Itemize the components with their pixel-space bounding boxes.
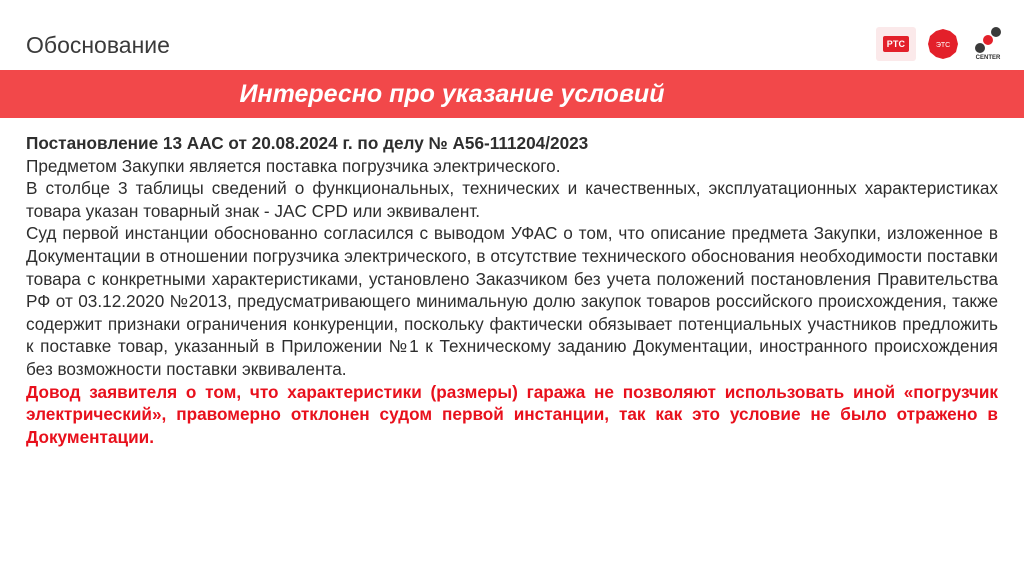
b2b-logo-subtext: CENTER bbox=[975, 55, 1001, 61]
resolution-heading: Постановление 13 ААС от 20.08.2024 г. по делу № А56-111204/2023 bbox=[26, 133, 589, 153]
b2b-center-logo bbox=[970, 26, 1006, 62]
ets-logo-text: ЭТС bbox=[935, 42, 951, 49]
paragraph-trademark: В столбце 3 таблицы сведений о функциональных, технических и качественных, эксплуатационных характеристиках товара указан товарный знак - JAC CPD или эквивалент. bbox=[26, 178, 998, 221]
banner-title: Интересно про указание условий bbox=[239, 79, 665, 108]
partner-logos bbox=[876, 24, 1006, 64]
rts-logo bbox=[876, 27, 916, 61]
rts-logo-text: РТС bbox=[883, 36, 909, 52]
conclusion-highlight: Довод заявителя о том, что характеристики (размеры) гаража не позволяют использовать иной «погрузчик электрический», правомерно отклонен судом первой инстанции, так как это условие не было отражено в Документации. bbox=[26, 381, 998, 447]
paragraph-subject: Предметом Закупки является поставка погрузчика электрического. bbox=[26, 155, 561, 176]
paragraph-court-ruling: Суд первой инстанции обоснованно согласился с выводом УФАС о том, что описание предмета Закупки, изложенное в Документации в отношении погрузчика электрического, в отсутствие технического обоснования необходимости поставки товара с конкретными характеристиками, установлено Заказчиком без учета положений постановления Правительства РФ от 03.12.2020 №2013, предусматривающего минимальную долю закупок товаров российского происхождения, также содержит признаки ограничения конкуренции, поскольку фактически обязывает потенциальных участников предложить к поставке товар, указанный в Приложении №1 к Техническому заданию Документации, иностранного происхождения без возможности поставки эквивалента. bbox=[26, 223, 998, 379]
title-banner bbox=[0, 70, 1024, 118]
main-content bbox=[26, 132, 998, 448]
ets-logo bbox=[926, 27, 960, 61]
section-title: Обоснование bbox=[26, 32, 170, 58]
